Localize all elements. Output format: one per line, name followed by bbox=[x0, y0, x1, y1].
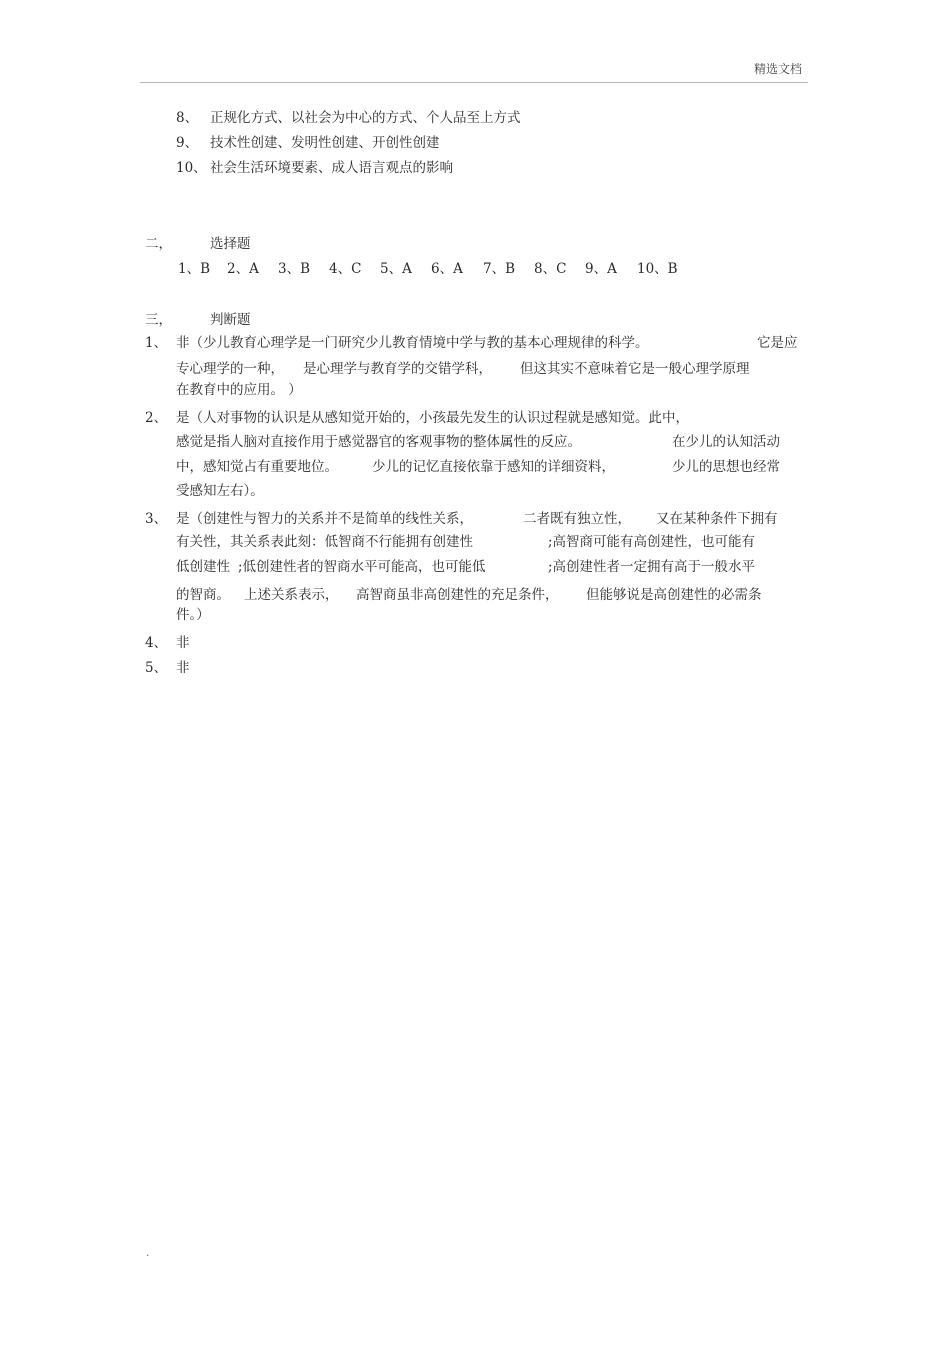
list-item-num: 10、 bbox=[176, 160, 207, 176]
question-text-line: 它是应 bbox=[757, 335, 798, 351]
question-text-line: 的智商。 bbox=[176, 587, 230, 603]
question-text-line: 但能够说是高创建性的必需条 bbox=[586, 587, 762, 603]
question-text-line: 低创建性 bbox=[176, 559, 230, 575]
question-text-line: 受感知左右）。 bbox=[176, 483, 264, 499]
footer-mark: . bbox=[146, 1248, 150, 1259]
answer-item: 8、C bbox=[534, 261, 567, 277]
question-text-line: 少儿的思想也经常 bbox=[672, 459, 780, 475]
question-text-line: 在教育中的应用。 ） bbox=[176, 382, 302, 398]
page-header-label: 精选文档 bbox=[753, 62, 802, 76]
answer-item: 4、C bbox=[329, 261, 362, 277]
question-text-line: ;高创建性者一定拥有高于一般水平 bbox=[548, 559, 756, 575]
question-text-line: ;低创建性者的智商水平可能高，也可能低 bbox=[238, 559, 486, 575]
answer-item: 3、B bbox=[278, 261, 311, 277]
question-text-line: 有关性，其关系表此刻：低智商不行能拥有创建性 bbox=[176, 534, 473, 550]
list-item-text: 技术性创建、发明性创建、开创性创建 bbox=[210, 135, 440, 151]
section2-number: 二， bbox=[145, 236, 172, 252]
question-text-line: 又在某种条件下拥有 bbox=[656, 511, 778, 527]
question-text-line: 件。） bbox=[176, 607, 210, 623]
question-text-line: 但这其实不意味着它是一般心理学原理 bbox=[520, 361, 750, 377]
question-text-line: 上述关系表示， bbox=[244, 587, 339, 603]
answer-item: 1、B bbox=[178, 261, 211, 277]
question-text-line: 中，感知觉占有重要地位。 bbox=[176, 459, 338, 475]
section2-title: 选择题 bbox=[210, 236, 251, 252]
question-text-line: 专心理学的一种， bbox=[176, 361, 284, 377]
question-text-line: 二者既有独立性， bbox=[523, 511, 631, 527]
list-item-text: 正规化方式、以社会为中心的方式、个人品至上方式 bbox=[210, 110, 521, 126]
question-text-line: 感觉是指人脑对直接作用于感觉器官的客观事物的整体属性的反应。 bbox=[176, 434, 581, 450]
question-number: 2、 bbox=[145, 410, 168, 426]
answer-item: 5、A bbox=[380, 261, 412, 277]
question-text-line: ;高智商可能有高创建性，也可能有 bbox=[548, 534, 756, 550]
question-text-line: 是心理学与教育学的交错学科， bbox=[303, 361, 492, 377]
answer-item: 10、B bbox=[637, 261, 678, 277]
question-text-line: 是（创建性与智力的关系并不是简单的线性关系， bbox=[176, 511, 473, 527]
section3-number: 三， bbox=[145, 312, 172, 328]
question-text-line: 少儿的记忆直接依靠于感知的详细资料， bbox=[372, 459, 615, 475]
question-text-line: 高智商虽非高创建性的充足条件， bbox=[356, 587, 559, 603]
question-number: 1、 bbox=[145, 335, 168, 351]
question-text-line: 在少儿的认知活动 bbox=[672, 434, 780, 450]
answer-item: 6、A bbox=[431, 261, 463, 277]
question-answer: 非 bbox=[176, 635, 190, 651]
answer-item: 2、A bbox=[227, 261, 259, 277]
question-text-line: 是（人对事物的认识是从感知觉开始的，小孩最先发生的认识过程就是感知觉。此中， bbox=[176, 410, 689, 426]
answer-item: 9、A bbox=[585, 261, 617, 277]
header-divider bbox=[140, 82, 808, 83]
answer-item: 7、B bbox=[483, 261, 516, 277]
question-answer: 非 bbox=[176, 660, 190, 676]
question-number: 3、 bbox=[145, 511, 168, 527]
question-number: 5、 bbox=[145, 660, 168, 676]
list-item-text: 社会生活环境要素、成人语言观点的影响 bbox=[210, 160, 453, 176]
question-text-line: 非（少儿教育心理学是一门研究少儿教育情境中学与教的基本心理规律的科学。 bbox=[176, 335, 649, 351]
list-item-num: 9、 bbox=[176, 135, 199, 151]
question-number: 4、 bbox=[145, 635, 168, 651]
section3-title: 判断题 bbox=[210, 312, 251, 328]
list-item-num: 8、 bbox=[176, 110, 199, 126]
